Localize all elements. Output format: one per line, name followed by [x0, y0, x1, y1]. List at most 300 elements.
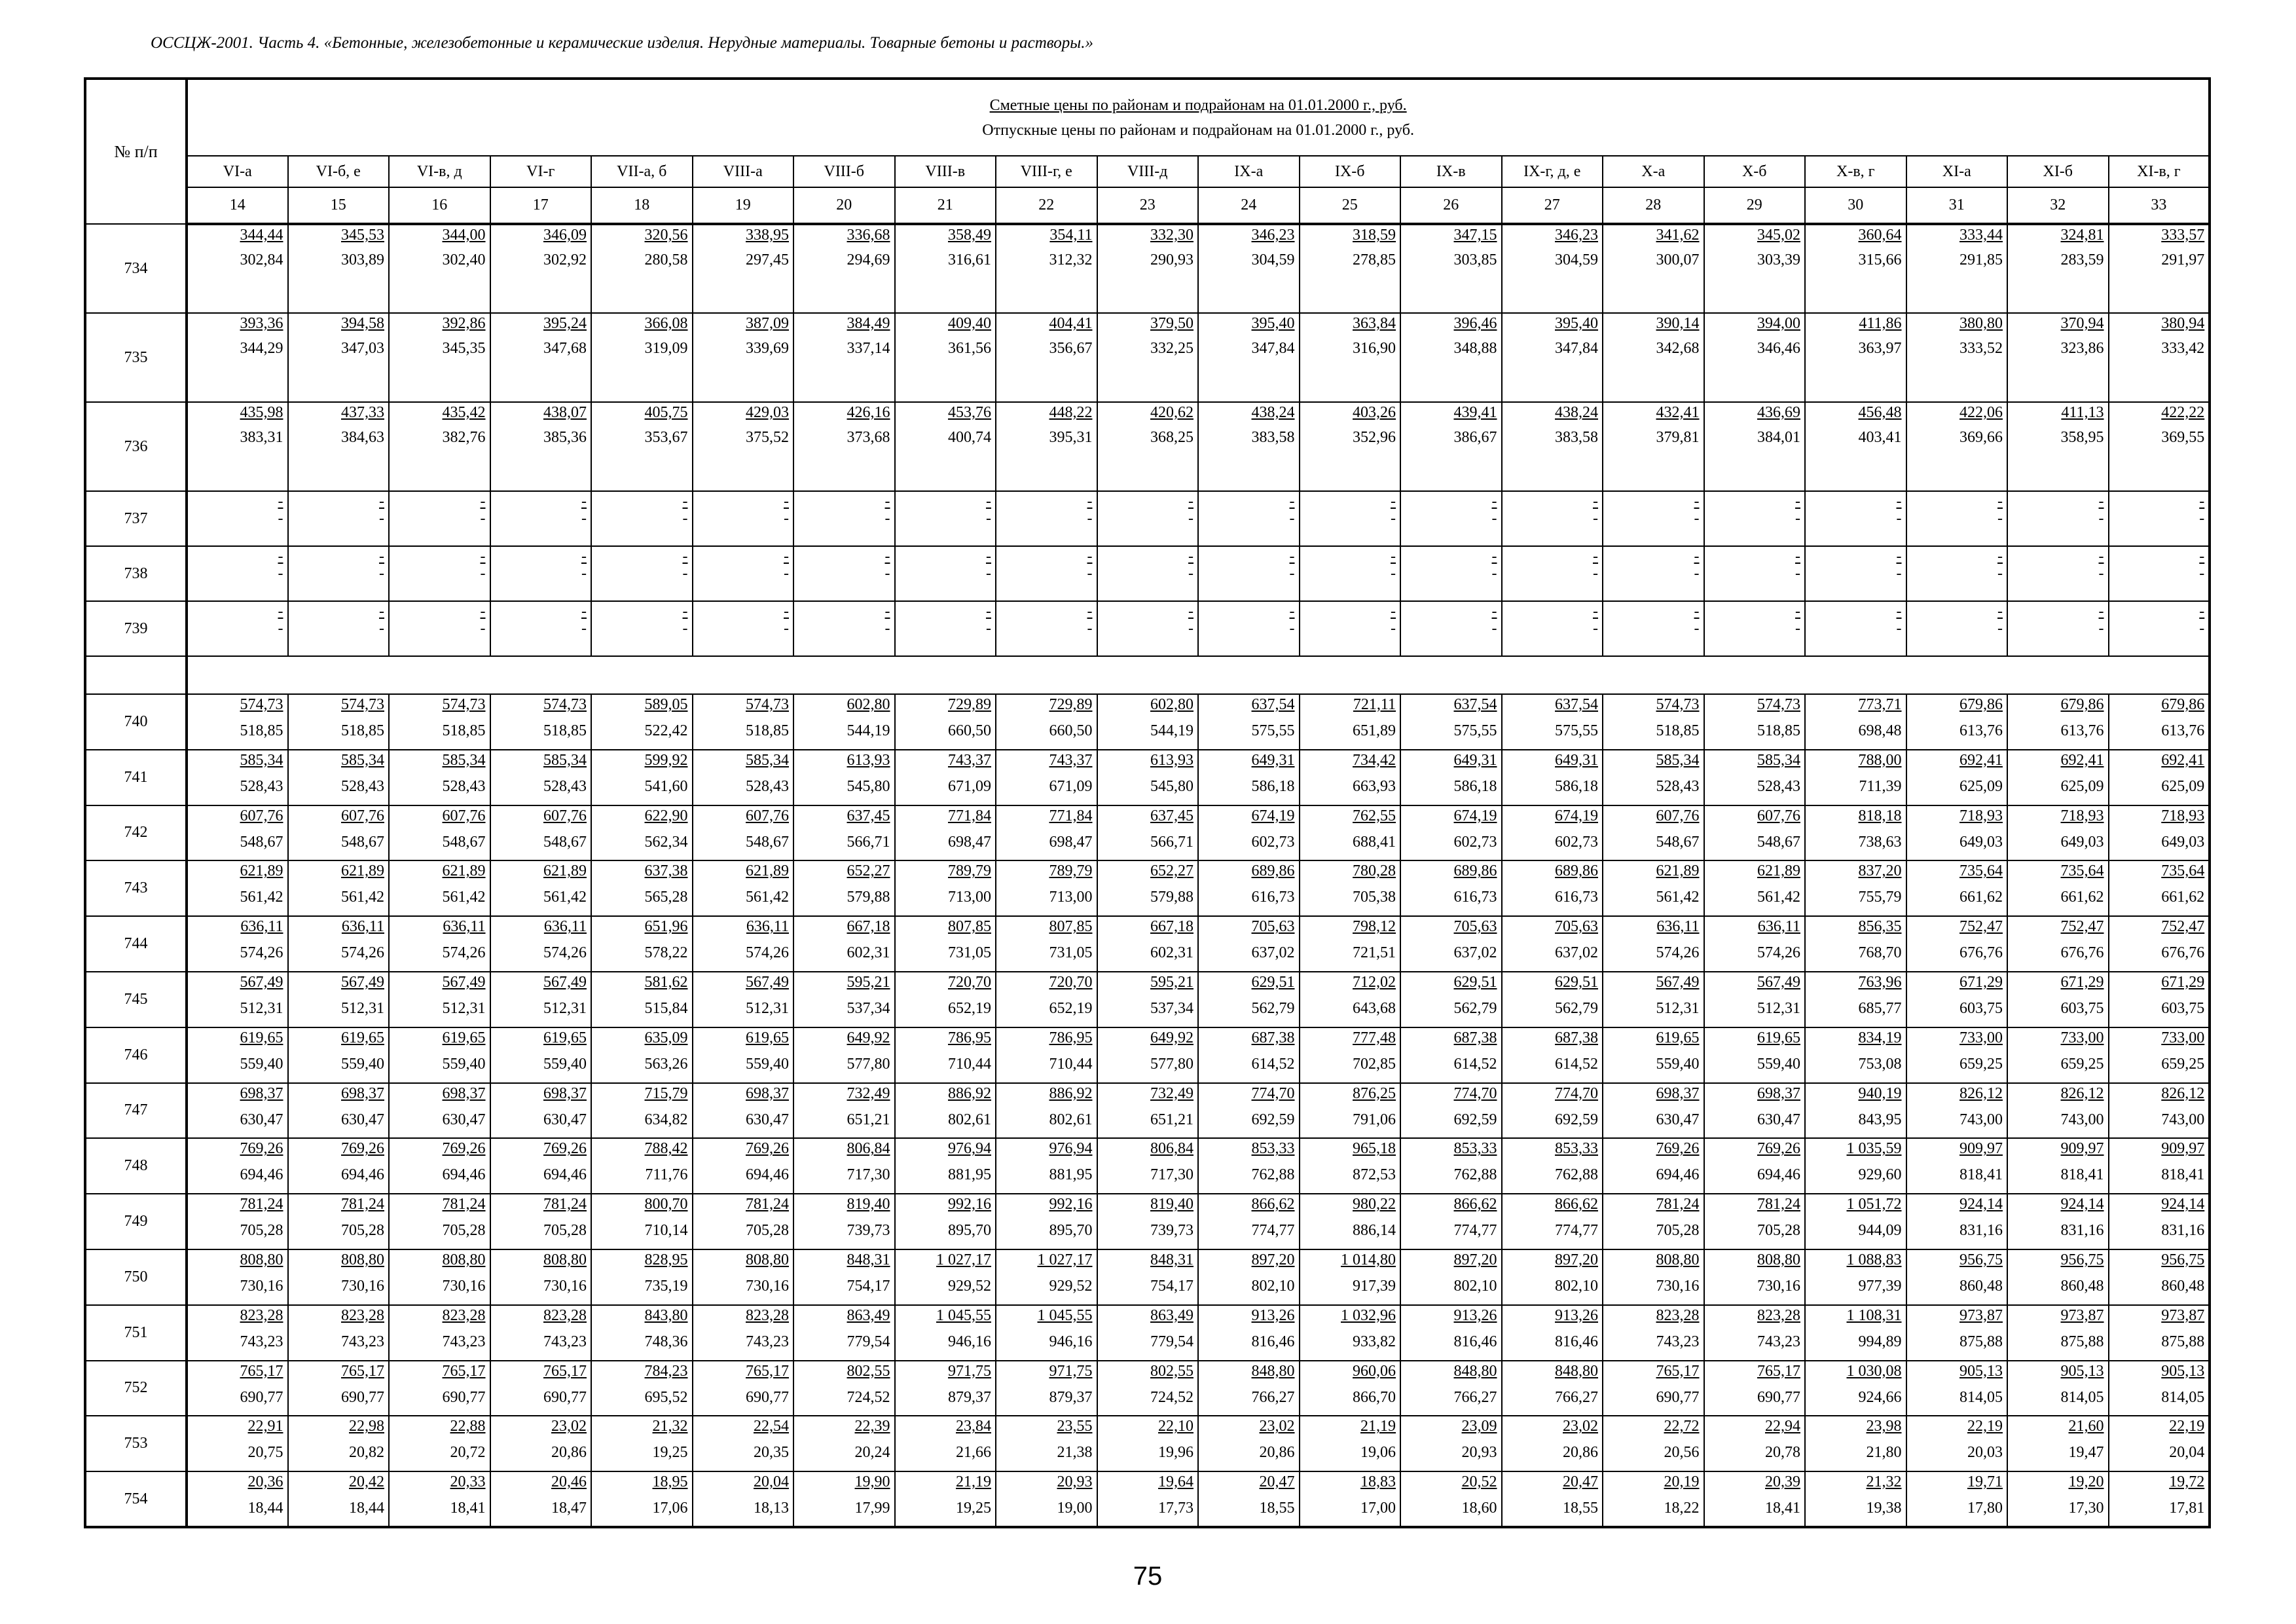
table-row	[85, 1471, 2210, 1527]
release-price: 528,43	[1757, 777, 1800, 795]
release-price: 731,05	[1049, 944, 1093, 962]
estimated-price: -	[986, 493, 991, 510]
estimated-price: 346,09	[543, 227, 587, 244]
price-cell	[1097, 1083, 1199, 1139]
estimated-price: 636,11	[543, 918, 587, 936]
price-cell	[1906, 313, 2008, 402]
table-row	[85, 1249, 2210, 1305]
price-cell	[2007, 1249, 2109, 1305]
release-price: 603,75	[2060, 999, 2104, 1017]
estimated-price: -	[1087, 603, 1093, 620]
estimated-price: -	[682, 493, 688, 510]
estimated-price: -	[2199, 603, 2205, 620]
release-price: 649,03	[2060, 833, 2104, 851]
release-price: 20,24	[854, 1444, 890, 1462]
estimated-price: -	[1087, 548, 1093, 565]
price-cell	[2007, 546, 2109, 601]
estimated-price: -	[581, 603, 587, 620]
estimated-price: 973,87	[1959, 1306, 2003, 1324]
release-price: -	[1896, 565, 1902, 582]
release-price: 602,31	[1150, 944, 1194, 962]
release-price: 559,40	[240, 1055, 283, 1073]
estimated-price: 733,00	[2060, 1029, 2104, 1046]
estimated-price: 589,05	[644, 696, 688, 713]
separator-row	[85, 656, 2210, 694]
estimated-price: 1 030,08	[1846, 1362, 1902, 1380]
release-price: 730,16	[240, 1277, 283, 1295]
estimated-price: 780,28	[1353, 862, 1396, 880]
release-price: 690,77	[442, 1388, 486, 1406]
estimated-price: 22,10	[1158, 1418, 1194, 1435]
price-cell	[389, 224, 490, 313]
price-cell	[1805, 1249, 1906, 1305]
estimated-price: 436,69	[1757, 404, 1800, 421]
price-cell	[693, 491, 794, 546]
price-cell	[389, 860, 490, 916]
release-price: 879,37	[1049, 1388, 1093, 1406]
estimated-price: 437,33	[341, 404, 384, 421]
price-cell	[693, 750, 794, 805]
price-cell	[1906, 1471, 2008, 1527]
estimated-price: 344,00	[442, 227, 486, 244]
release-price: 347,84	[1555, 340, 1598, 357]
estimated-price: 585,34	[1656, 751, 1700, 769]
release-price: 818,41	[1959, 1166, 2003, 1184]
release-price: 575,55	[1251, 722, 1295, 739]
estimated-price: 806,84	[847, 1140, 890, 1158]
release-price: 363,97	[1858, 340, 1902, 357]
release-price: 929,52	[1049, 1277, 1093, 1295]
release-price: -	[1694, 565, 1700, 582]
price-cell	[490, 1471, 592, 1527]
release-price: 730,16	[746, 1277, 789, 1295]
release-price: 866,70	[1353, 1388, 1396, 1406]
estimated-price: 607,76	[543, 807, 587, 824]
estimated-price: 798,12	[1353, 918, 1396, 936]
price-cell	[2007, 313, 2109, 402]
price-cell	[1097, 601, 1199, 656]
price-cell	[389, 972, 490, 1027]
price-cell	[288, 1083, 390, 1139]
price-cell	[187, 805, 288, 861]
price-cell	[288, 1249, 390, 1305]
release-price: 779,54	[847, 1333, 890, 1350]
release-price: 21,80	[1866, 1444, 1902, 1462]
estimated-price: 808,80	[1757, 1251, 1800, 1268]
release-price: 814,05	[2060, 1388, 2104, 1406]
release-price: 21,66	[956, 1444, 991, 1462]
release-price: 18,60	[1461, 1500, 1497, 1517]
release-price: 816,46	[1453, 1333, 1497, 1350]
release-price: 545,80	[847, 777, 890, 795]
release-price: -	[1188, 510, 1194, 527]
release-price: 20,35	[754, 1444, 789, 1462]
price-cell	[187, 546, 288, 601]
price-cell	[1198, 546, 1300, 601]
price-cell	[895, 491, 996, 546]
release-price: -	[1997, 510, 2003, 527]
release-price: 875,88	[1959, 1333, 2003, 1350]
price-cell	[187, 1361, 288, 1416]
estimated-price: -	[2098, 603, 2104, 620]
release-price: 802,10	[1555, 1277, 1598, 1295]
release-price: 20,86	[551, 1444, 587, 1462]
release-price: 602,31	[847, 944, 890, 962]
column-index: 22	[996, 187, 1097, 224]
estimated-price: 689,86	[1555, 862, 1598, 880]
release-price: -	[884, 510, 890, 527]
estimated-price: 20,42	[349, 1473, 384, 1491]
release-price: 315,66	[1858, 251, 1902, 268]
price-cell	[187, 1305, 288, 1361]
estimated-price: 411,86	[1859, 315, 1902, 332]
release-price: 577,80	[1150, 1055, 1194, 1073]
price-cell	[389, 313, 490, 402]
price-cell	[793, 491, 895, 546]
estimated-price: 828,95	[644, 1251, 688, 1268]
price-cell	[389, 1083, 490, 1139]
estimated-price: 607,76	[442, 807, 486, 824]
release-price: 384,63	[341, 429, 384, 446]
region-header: IX-б	[1300, 156, 1401, 187]
release-price: 345,35	[442, 340, 486, 357]
estimated-price: -	[1896, 603, 1902, 620]
release-price: 561,42	[746, 889, 789, 906]
price-cell	[1704, 860, 1806, 916]
price-cell	[996, 1194, 1097, 1249]
release-price: 754,17	[1150, 1277, 1194, 1295]
price-cell	[591, 402, 693, 491]
release-price: 559,40	[543, 1055, 587, 1073]
estimated-price: 781,24	[341, 1196, 384, 1213]
price-cell	[389, 1138, 490, 1194]
estimated-price: 956,75	[2060, 1251, 2104, 1268]
price-cell	[288, 694, 390, 750]
release-price: 528,43	[341, 777, 384, 795]
price-cell	[693, 805, 794, 861]
release-price: -	[278, 510, 283, 527]
separator-num-cell	[85, 656, 187, 694]
release-price: 717,30	[847, 1166, 890, 1184]
release-price: 924,66	[1858, 1388, 1902, 1406]
release-price: 690,77	[1757, 1388, 1800, 1406]
estimated-price: 765,17	[240, 1362, 283, 1380]
estimated-price: 729,89	[1049, 696, 1093, 713]
price-cell	[1805, 1138, 1906, 1194]
release-price: 356,67	[1049, 340, 1093, 357]
estimated-price: 765,17	[1757, 1362, 1800, 1380]
price-cell	[1805, 546, 1906, 601]
price-cell	[187, 1471, 288, 1527]
region-header: IX-в	[1400, 156, 1502, 187]
estimated-price: 629,51	[1251, 973, 1295, 991]
release-price: 886,14	[1353, 1222, 1396, 1240]
estimated-price: 848,31	[1150, 1251, 1194, 1268]
estimated-price: 863,49	[847, 1306, 890, 1324]
release-price: 860,48	[2060, 1277, 2104, 1295]
estimated-price: 1 045,55	[936, 1306, 991, 1324]
release-price: 18,44	[349, 1500, 384, 1517]
estimated-price: 652,27	[1150, 862, 1194, 880]
estimated-price: 765,17	[746, 1362, 789, 1380]
release-price: 643,68	[1353, 999, 1396, 1017]
price-cell	[1805, 1083, 1906, 1139]
price-cell	[793, 313, 895, 402]
release-price: 875,88	[2060, 1333, 2104, 1350]
price-cell	[490, 491, 592, 546]
price-cell	[1704, 694, 1806, 750]
estimated-price: 346,23	[1251, 227, 1295, 244]
release-price: 18,55	[1259, 1500, 1295, 1517]
estimated-price: 1 035,59	[1846, 1140, 1902, 1158]
estimated-price: 574,73	[543, 696, 587, 713]
release-price: 561,42	[1757, 889, 1800, 906]
price-cell	[288, 1361, 390, 1416]
region-header: VIII-б	[793, 156, 895, 187]
estimated-price: 781,24	[1757, 1196, 1800, 1213]
estimated-price: 649,31	[1251, 751, 1295, 769]
release-price: 694,46	[746, 1166, 789, 1184]
release-price: -	[379, 565, 384, 582]
num-column-header: № п/п	[85, 79, 187, 224]
release-price: 735,19	[644, 1277, 688, 1295]
release-price: 625,09	[2161, 777, 2205, 795]
estimated-price: 20,04	[754, 1473, 789, 1491]
release-price: -	[1087, 510, 1093, 527]
estimated-price: 567,49	[442, 973, 486, 991]
estimated-price: 771,84	[1049, 807, 1093, 824]
release-price: 698,47	[1049, 833, 1093, 851]
release-price: 705,28	[543, 1222, 587, 1240]
release-price: -	[986, 620, 991, 637]
estimated-price: 769,26	[543, 1140, 587, 1158]
release-price: 711,76	[645, 1166, 688, 1184]
price-cell	[1097, 805, 1199, 861]
price-cell	[1400, 546, 1502, 601]
price-cell	[1805, 1305, 1906, 1361]
row-number: 740	[85, 694, 187, 750]
release-price: 312,32	[1049, 251, 1093, 268]
estimated-price: 674,19	[1251, 807, 1295, 824]
release-price: 395,31	[1049, 429, 1093, 446]
release-price: 578,22	[644, 944, 688, 962]
estimated-price: 21,19	[956, 1473, 991, 1491]
estimated-price: 692,41	[2161, 751, 2205, 769]
estimated-price: 426,16	[847, 404, 890, 421]
release-price: 637,02	[1555, 944, 1598, 962]
release-price: 548,67	[1757, 833, 1800, 851]
price-cell	[187, 1249, 288, 1305]
price-cell	[1603, 1083, 1704, 1139]
release-price: 630,47	[1757, 1111, 1800, 1128]
release-price: 659,25	[2161, 1055, 2205, 1073]
estimated-price: 732,49	[1150, 1084, 1194, 1102]
price-cell	[1805, 1416, 1906, 1471]
release-price: 548,67	[543, 833, 587, 851]
estimated-price: 692,41	[2060, 751, 2104, 769]
release-price: 661,62	[1959, 889, 2003, 906]
column-index: 21	[895, 187, 996, 224]
price-cell	[1603, 694, 1704, 750]
price-cell	[2109, 1249, 2210, 1305]
release-price: 548,67	[240, 833, 283, 851]
estimated-price: 848,80	[1555, 1362, 1598, 1380]
price-cell	[1906, 1361, 2008, 1416]
price-cell	[288, 313, 390, 402]
table-row	[85, 601, 2210, 656]
estimated-price: 897,20	[1251, 1251, 1295, 1268]
release-price: 20,04	[2169, 1444, 2205, 1462]
release-price: 660,50	[948, 722, 991, 739]
price-cell	[490, 1305, 592, 1361]
release-price: 278,85	[1353, 251, 1396, 268]
region-header: IX-а	[1198, 156, 1300, 187]
estimated-price: 22,88	[450, 1418, 486, 1435]
price-cell	[793, 1416, 895, 1471]
estimated-price: 823,28	[442, 1306, 486, 1324]
column-index: 33	[2109, 187, 2210, 224]
release-price: 802,10	[1251, 1277, 1295, 1295]
estimated-price: 687,38	[1555, 1029, 1598, 1046]
table-row	[85, 860, 2210, 916]
estimated-price: 637,45	[847, 807, 890, 824]
release-price: -	[1896, 620, 1902, 637]
release-price: 559,40	[442, 1055, 486, 1073]
release-price: -	[278, 565, 283, 582]
estimated-price: 411,13	[2061, 404, 2104, 421]
price-cell	[693, 1416, 794, 1471]
estimated-price: 574,73	[240, 696, 283, 713]
price-cell	[1198, 1194, 1300, 1249]
estimated-price: -	[480, 603, 486, 620]
estimated-price: -	[581, 548, 587, 565]
release-price: -	[379, 620, 384, 637]
row-number: 734	[85, 224, 187, 313]
price-cell	[1906, 1416, 2008, 1471]
estimated-price: 22,19	[1967, 1418, 2003, 1435]
estimated-price: 800,70	[644, 1196, 688, 1213]
price-cell	[1906, 860, 2008, 916]
price-cell	[793, 1305, 895, 1361]
price-cell	[793, 750, 895, 805]
price-cell	[1805, 601, 1906, 656]
price-cell	[1502, 972, 1603, 1027]
price-cell	[288, 1471, 390, 1527]
release-price: 676,76	[2060, 944, 2104, 962]
price-cell	[1704, 1194, 1806, 1249]
estimated-price: 621,89	[543, 862, 587, 880]
price-cell	[288, 1305, 390, 1361]
release-price: 575,55	[1555, 722, 1598, 739]
release-price: 671,09	[948, 777, 991, 795]
estimated-price: 733,00	[2161, 1029, 2205, 1046]
price-cell	[288, 491, 390, 546]
estimated-price: 866,62	[1555, 1196, 1598, 1213]
estimated-price: -	[1997, 603, 2003, 620]
price-cell	[1502, 546, 1603, 601]
estimated-price: 429,03	[746, 404, 789, 421]
estimated-price: 318,59	[1353, 227, 1396, 244]
release-price: 574,26	[341, 944, 384, 962]
release-price: 694,46	[543, 1166, 587, 1184]
row-number: 745	[85, 972, 187, 1027]
release-price: 17,73	[1158, 1500, 1194, 1517]
release-price: 613,76	[2060, 722, 2104, 739]
price-cell	[591, 1361, 693, 1416]
estimated-price: 765,17	[341, 1362, 384, 1380]
estimated-price: -	[278, 548, 283, 565]
release-price: 743,00	[2161, 1111, 2205, 1128]
price-cell	[1300, 546, 1401, 601]
release-price: -	[1391, 510, 1396, 527]
price-cell	[1704, 1416, 1806, 1471]
price-cell	[288, 601, 390, 656]
price-cell	[1198, 694, 1300, 750]
price-cell	[2007, 750, 2109, 805]
price-cell	[1300, 1138, 1401, 1194]
release-price: 738,63	[1858, 833, 1902, 851]
price-cell	[996, 1138, 1097, 1194]
estimated-price: 732,49	[847, 1084, 890, 1102]
release-price: 375,52	[746, 429, 789, 446]
release-price: -	[1491, 565, 1497, 582]
price-cell	[1300, 750, 1401, 805]
release-price: 574,26	[240, 944, 283, 962]
estimated-price: 823,28	[1656, 1306, 1700, 1324]
release-price: 637,02	[1251, 944, 1295, 962]
row-number: 737	[85, 491, 187, 546]
estimated-price: 712,02	[1353, 973, 1396, 991]
release-price: 21,38	[1057, 1444, 1093, 1462]
release-price: 713,00	[948, 889, 991, 906]
estimated-price: 808,80	[543, 1251, 587, 1268]
release-price: 625,09	[2060, 777, 2104, 795]
price-cell	[1400, 491, 1502, 546]
region-header: VI-в, д	[389, 156, 490, 187]
estimated-price: 853,33	[1453, 1140, 1497, 1158]
price-cell	[1704, 1138, 1806, 1194]
price-cell	[1805, 805, 1906, 861]
price-cell	[1502, 1249, 1603, 1305]
release-price: 586,18	[1251, 777, 1295, 795]
price-cell	[187, 1194, 288, 1249]
estimated-price: 384,49	[847, 315, 890, 332]
release-price: 18,44	[247, 1500, 283, 1517]
estimated-price: 581,62	[644, 973, 688, 991]
estimated-price: -	[1896, 548, 1902, 565]
price-cell	[1502, 916, 1603, 972]
release-price: 690,77	[543, 1388, 587, 1406]
row-number: 749	[85, 1194, 187, 1249]
release-price: 574,26	[442, 944, 486, 962]
price-cell	[693, 546, 794, 601]
row-number: 744	[85, 916, 187, 972]
estimated-price: 379,50	[1150, 315, 1194, 332]
price-cell	[389, 491, 490, 546]
release-price: 661,62	[2060, 889, 2104, 906]
price-cell	[1805, 224, 1906, 313]
release-price: 774,77	[1555, 1222, 1598, 1240]
table-row	[85, 1194, 2210, 1249]
estimated-price: 22,72	[1664, 1418, 1700, 1435]
price-cell	[2007, 1027, 2109, 1083]
release-price: 613,76	[1959, 722, 2003, 739]
estimated-price: 781,24	[240, 1196, 283, 1213]
release-price: -	[1593, 510, 1598, 527]
estimated-price: -	[1289, 493, 1295, 510]
estimated-price: 393,36	[240, 315, 283, 332]
row-number: 735	[85, 313, 187, 402]
